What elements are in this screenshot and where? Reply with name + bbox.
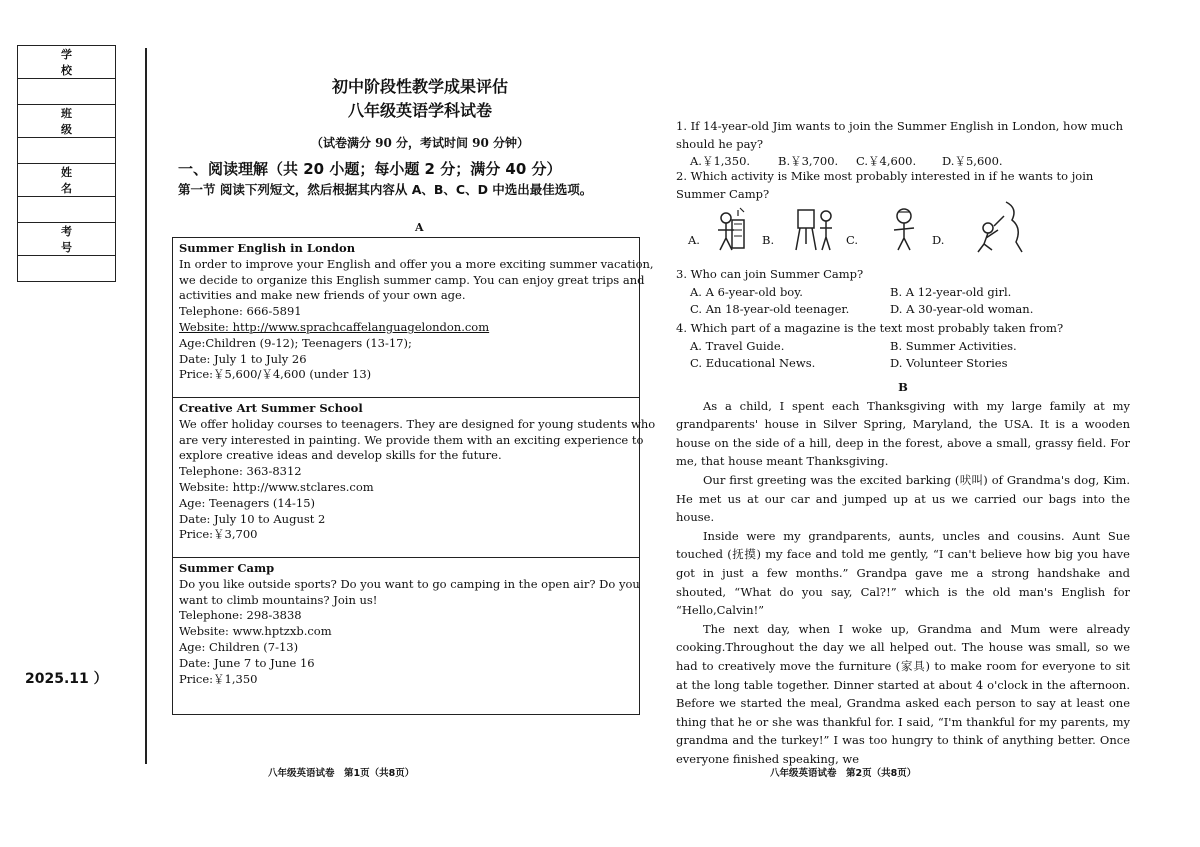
painter-easel-icon <box>794 204 838 252</box>
ad-line: Price:￥5,600/￥4,600 (under 13) <box>179 367 372 382</box>
school-label: 学校 <box>18 46 116 79</box>
passage-a-label: A <box>415 221 424 234</box>
ad-line: Website: http://www.sprachcaffelanguagelondon.com <box>179 319 490 334</box>
question-options <box>676 338 1130 356</box>
pic-label-b: B. <box>762 233 775 247</box>
option-c: C.￥4,600. <box>856 154 917 169</box>
question-options <box>676 355 1130 373</box>
ad-title: Summer Camp <box>179 561 275 575</box>
exam-number-label: 考号 <box>18 223 116 256</box>
ad-line: Price:￥3,700 <box>179 527 258 542</box>
question-text: 3. Who can join Summer Camp? <box>676 267 864 281</box>
exam-title: 初中阶段性教学成果评估 <box>331 77 508 96</box>
ad-title: Summer English in London <box>179 241 356 255</box>
question-2-pictures <box>686 204 1106 254</box>
question-options <box>676 284 1130 302</box>
option-a: A. A 6-year-old boy. <box>690 284 803 299</box>
ad-box-london <box>172 237 654 397</box>
ad-line: we decide to organize this English summer camp. You can enjoy great trips and <box>179 272 645 287</box>
ad-line: Age: Children (7-13) <box>179 639 299 654</box>
ad-line: want to climb mountains? Join us! <box>179 592 378 607</box>
ad-line: activities and make new friends of your own age. <box>179 288 466 303</box>
ad-line: explore creative ideas and develop skills for the future. <box>179 448 502 463</box>
mountain-climber-icon <box>966 198 1026 254</box>
class-blank <box>18 138 116 164</box>
question-2 <box>676 168 1130 203</box>
ad-line: We offer holiday courses to teenagers. They are designed for young students who <box>179 416 656 431</box>
name-blank <box>18 197 116 223</box>
question-1 <box>676 118 1130 171</box>
passage-paragraph: The next day, when I woke up, Grandma and Mum were already cooking.Throughout the day we all helped out. The house was small, so we had to creatively move the furniture (家具) to make room for everyone to sit at the long table together. Dinner started at about 4 o'clock in the afternoon. Before we started the meal, Grandma asked each person to say at least one thing that he or she was thankful for. I said, “I'm thankful for my parents, my grandma and the turkey!” I was too hungry to think of anything better. Once everyone finished speaking, we <box>676 621 1130 766</box>
ad-line: Date: July 10 to August 2 <box>179 511 326 526</box>
ad-line: Telephone: 363-8312 <box>179 464 302 479</box>
name-label: 姓名 <box>18 164 116 197</box>
school-blank <box>18 79 116 105</box>
ad-box-art <box>172 397 656 557</box>
pic-label-d: D. <box>932 233 945 247</box>
option-a: A.￥1,350. <box>690 154 751 169</box>
music-player-icon <box>704 204 752 252</box>
ad-line: Do you like outside sports? Do you want to go camping in the open air? Do you <box>179 576 640 591</box>
question-text: 1. If 14-year-old Jim wants to join the Summer English in London, how much should he pay? <box>676 119 1124 151</box>
ad-box-camp <box>172 557 640 715</box>
option-b: B. A 12-year-old girl. <box>890 284 1012 299</box>
class-label: 班级 <box>18 105 116 138</box>
question-text: 4. Which part of a magazine is the text most probably taken from? <box>676 321 1064 335</box>
option-d: D. Volunteer Stories <box>890 356 1008 371</box>
ad-line: Website: http://www.stclares.com <box>179 479 374 494</box>
ad-line: Age: Teenagers (14-15) <box>179 495 316 510</box>
ad-line: Telephone: 298-3838 <box>179 608 302 623</box>
passage-b-label: B <box>898 380 908 394</box>
passage-paragraph: Inside were my grandparents, aunts, uncles and cousins. Aunt Sue touched (抚摸) my face and told me gently, “I can't believe how big you have got in just a few months.” Grandpa gave me a strong handshake and shouted, “What do you say, Cal?!” which is the old man's English for “Hello,Calvin!” <box>676 528 1130 618</box>
binding-line <box>145 48 147 764</box>
question-options <box>676 301 1130 319</box>
ad-line: Age:Children (9-12); Teenagers (13-17); <box>179 335 412 350</box>
ad-title: Creative Art Summer School <box>179 401 363 415</box>
passage-paragraph: As a child, I spent each Thanksgiving with my large family at my grandparents' house in Silver Spring, Maryland, the USA. It is a wooden house on the side of a hill, deep in the forest, above a small, grassy field. For me, that house meant Thanksgiving. <box>676 398 1130 469</box>
ad-line: Telephone: 666-5891 <box>179 304 302 319</box>
option-a: A. Travel Guide. <box>690 338 785 353</box>
page-footer-2: 八年级英语试卷 第2页（共8页） <box>770 768 917 779</box>
option-c: C. Educational News. <box>690 356 816 371</box>
dancing-child-icon <box>886 204 922 252</box>
page-footer-1: 八年级英语试卷 第1页（共8页） <box>268 768 415 779</box>
question-4 <box>676 320 1130 373</box>
exam-number-blank <box>18 256 116 282</box>
option-b: B.￥3,700. <box>778 154 839 169</box>
option-b: B. Summer Activities. <box>890 338 1017 353</box>
ad-line: Website: www.hptzxb.com <box>179 624 332 639</box>
score-note: （试卷满分 90 分，考试时间 90 分钟） <box>310 136 530 150</box>
passage-b <box>676 378 1130 768</box>
ad-line: are very interested in painting. We provide them with an exciting experience to <box>179 432 644 447</box>
question-text: 2. Which activity is Mike most probably interested in if he wants to join Summer Camp? <box>676 169 1094 201</box>
ad-line: Date: June 7 to June 16 <box>179 655 315 670</box>
option-d: D.￥5,600. <box>942 154 1003 169</box>
passage-paragraph: Our first greeting was the excited barking (吠叫) of Grandma's dog, Kim. He met us at our car and jumped up at us we carried our bags into the house. <box>676 472 1130 525</box>
exam-subtitle: 八年级英语学科试卷 <box>347 101 492 120</box>
option-c: C. An 18-year-old teenager. <box>690 302 850 317</box>
exam-date: 2025.11 ） <box>25 671 108 687</box>
ad-line: Date: July 1 to July 26 <box>179 351 307 366</box>
section-instruction: 第一节 阅读下列短文，然后根据其内容从 A、B、C、D 中选出最佳选项。 <box>178 182 593 197</box>
student-info-table <box>17 45 116 282</box>
pic-label-a: A. <box>688 233 700 247</box>
ad-line: Price:￥1,350 <box>179 671 258 686</box>
option-d: D. A 30-year-old woman. <box>890 302 1034 317</box>
section-heading: 一、阅读理解（共 20 小题；每小题 2 分；满分 40 分） <box>178 160 562 178</box>
ad-line: In order to improve your English and offer you a more exciting summer vacation, <box>179 256 654 271</box>
question-3 <box>676 266 1130 319</box>
pic-label-c: C. <box>846 233 859 247</box>
